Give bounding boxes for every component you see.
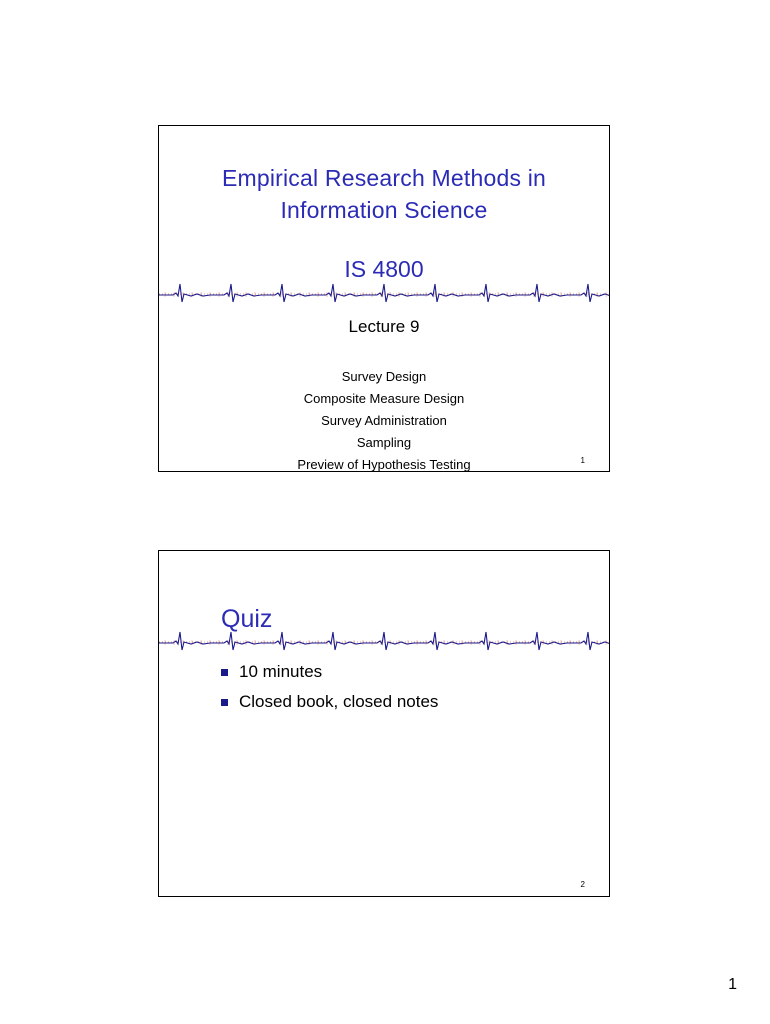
course-code: IS 4800 (344, 256, 424, 282)
page-number: 1 (728, 976, 737, 993)
bullet-list (221, 657, 438, 717)
square-bullet-icon (221, 669, 228, 676)
topic-item: Preview of Hypothesis Testing (297, 457, 471, 472)
slide-number: 1 (580, 456, 585, 465)
topic-item: Composite Measure Design (303, 391, 465, 406)
topic-list (159, 366, 609, 476)
topic-item: Survey Administration (321, 413, 447, 428)
slide-2-title: Quiz (221, 605, 273, 633)
bullet-text: Closed book, closed notes (239, 692, 439, 711)
slide-1 (158, 125, 610, 472)
lecture-number: Lecture 9 (348, 317, 420, 336)
topic-item: Survey Design (341, 369, 427, 384)
ecg-wave-divider (159, 630, 609, 654)
slide-number: 2 (580, 880, 585, 889)
bullet-item (221, 657, 438, 687)
slide-2 (158, 550, 610, 897)
topic-item: Sampling (356, 435, 412, 450)
bullet-item (221, 687, 438, 717)
square-bullet-icon (221, 699, 228, 706)
slide-1-title (159, 162, 609, 226)
slide-1-title-line-2: Information Science (280, 197, 488, 223)
ecg-wave-divider (159, 282, 609, 306)
bullet-text: 10 minutes (239, 662, 323, 681)
slide-1-title-line-1: Empirical Research Methods in (221, 165, 547, 191)
